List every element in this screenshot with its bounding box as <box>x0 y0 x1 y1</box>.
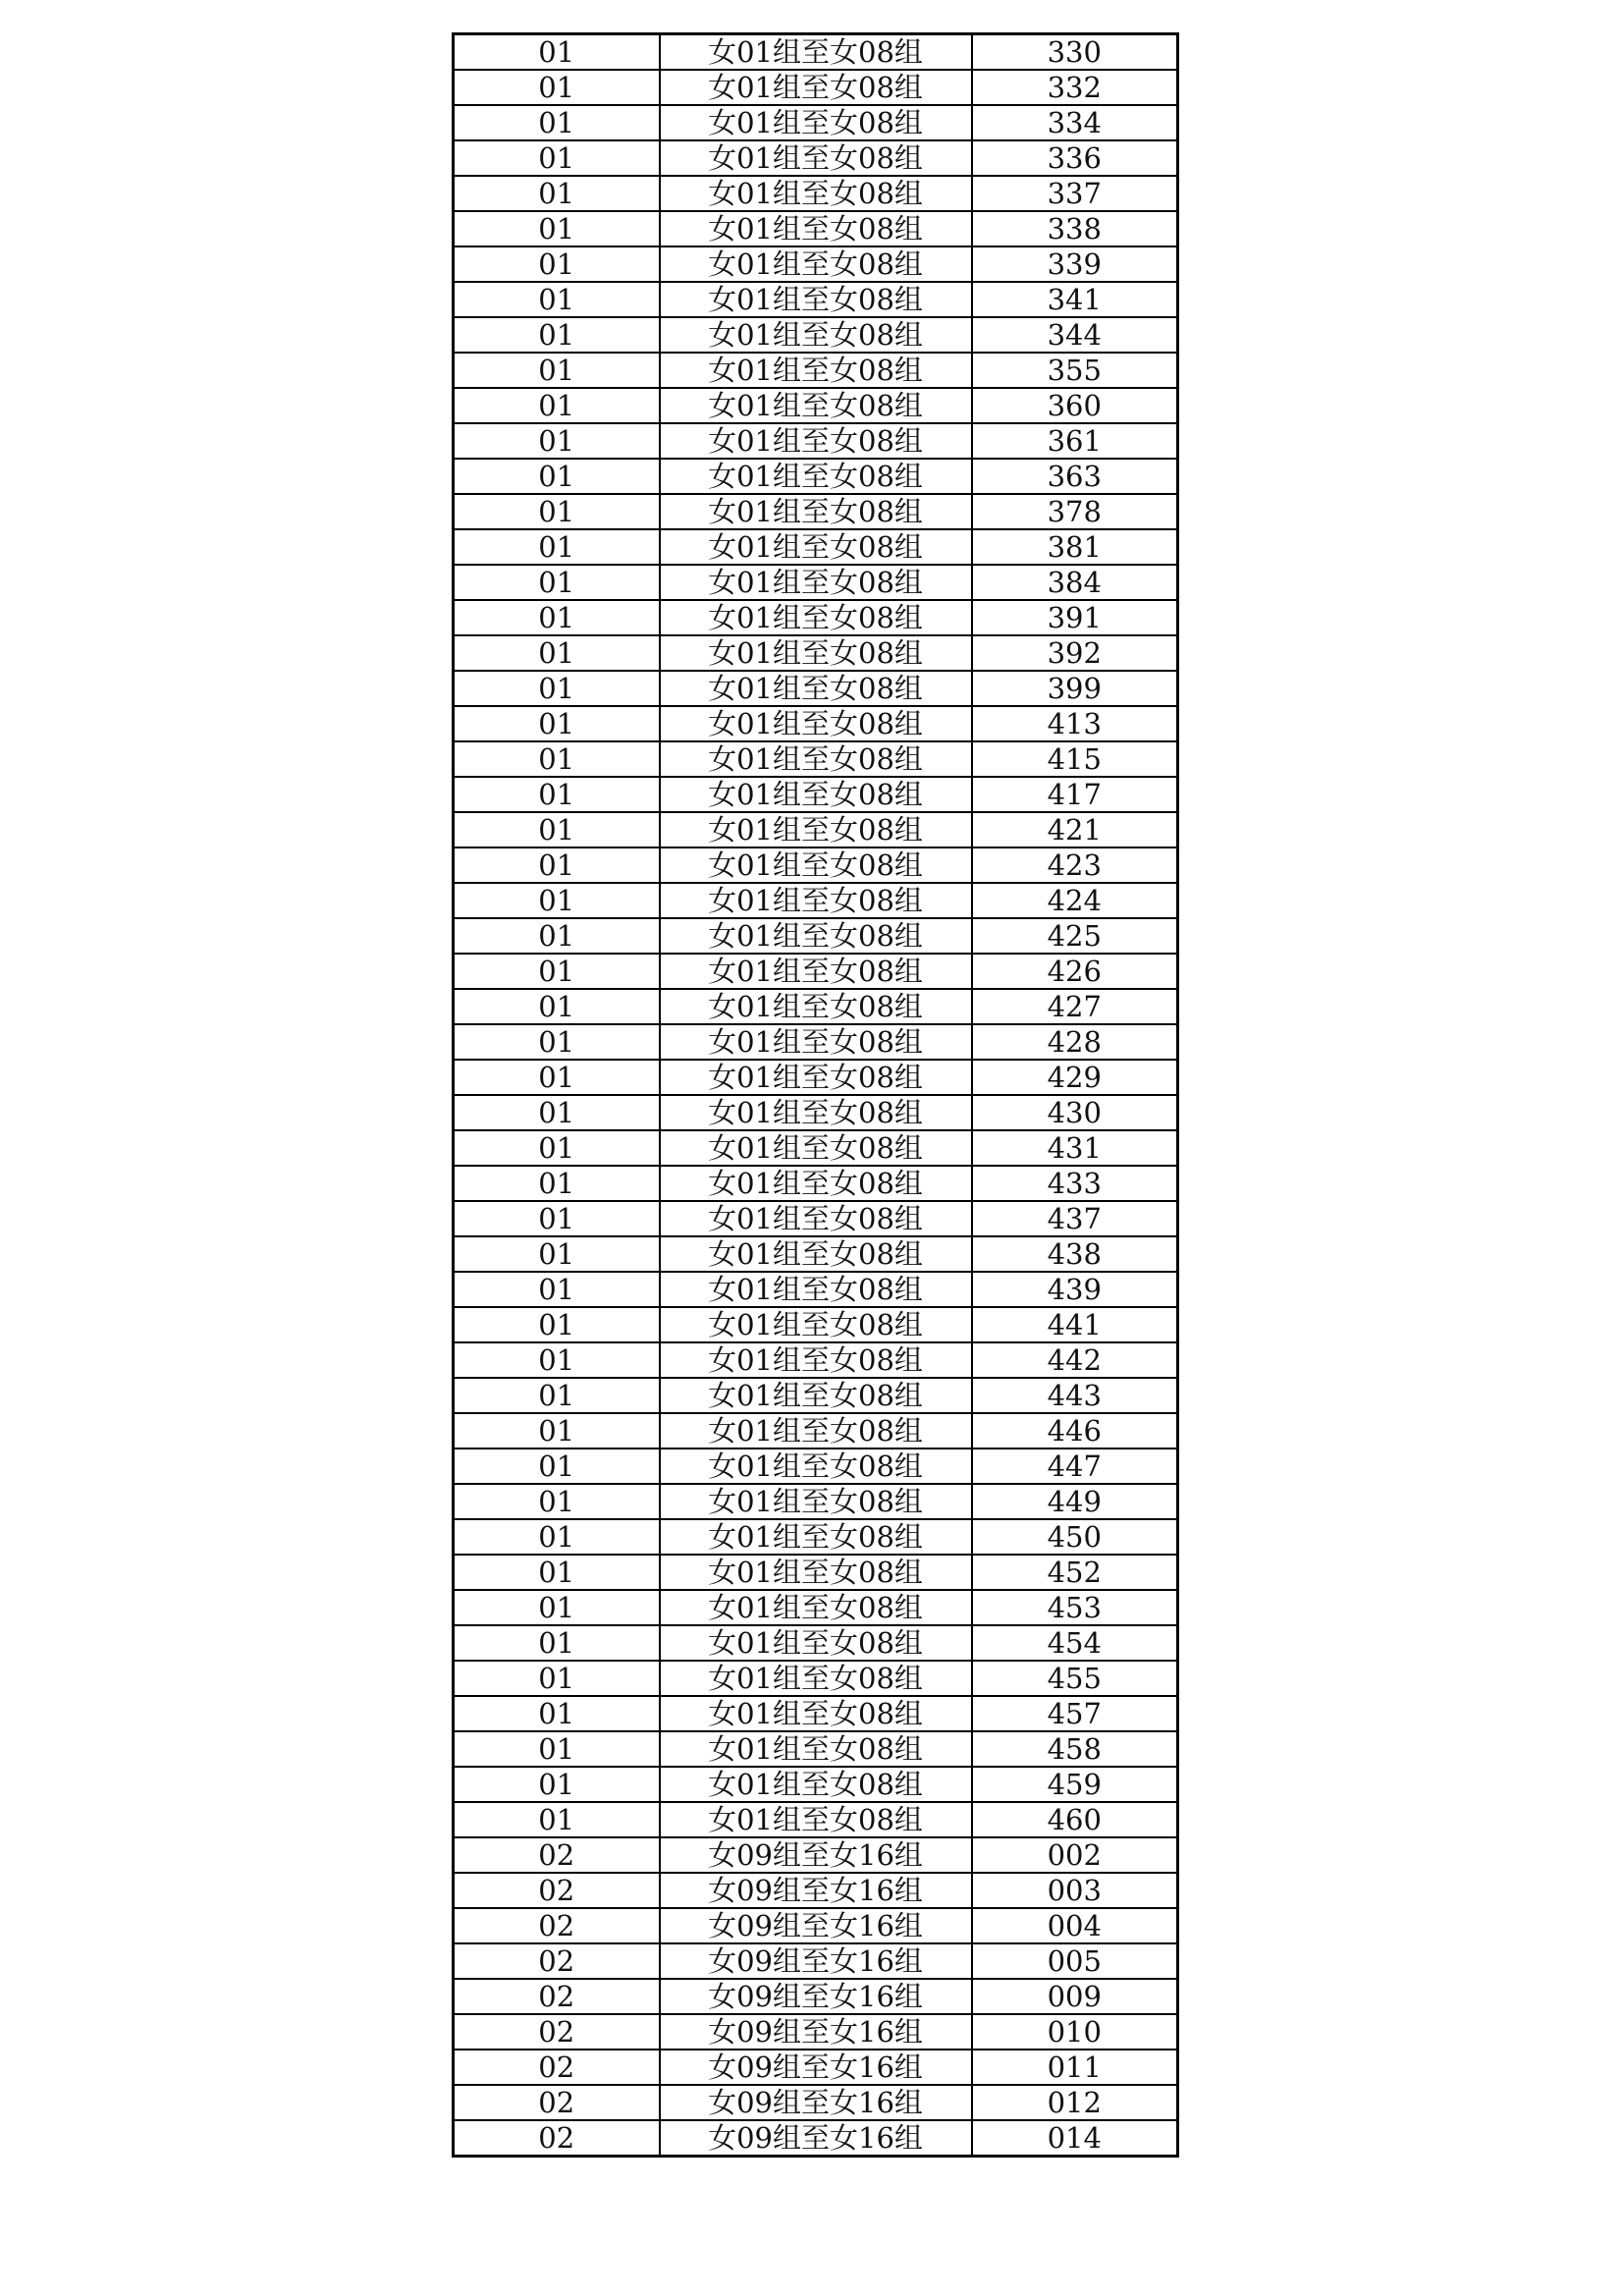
group-number-cell: 01 <box>454 423 660 459</box>
table-row <box>454 1484 1178 1519</box>
id-number-cell: 423 <box>972 847 1178 883</box>
group-range-cell: 女01组至女08组 <box>660 883 972 918</box>
group-range-cell: 女09组至女16组 <box>660 1873 972 1908</box>
group-range-cell: 女09组至女16组 <box>660 2085 972 2120</box>
group-number-cell: 01 <box>454 1696 660 1731</box>
group-number-cell: 01 <box>454 1060 660 1095</box>
group-range-cell: 女01组至女08组 <box>660 353 972 388</box>
table-row <box>454 1731 1178 1767</box>
group-range-cell: 女09组至女16组 <box>660 1979 972 2014</box>
table-row <box>454 459 1178 494</box>
group-number-cell: 01 <box>454 70 660 105</box>
group-number-cell: 01 <box>454 1166 660 1201</box>
table-row <box>454 140 1178 176</box>
group-range-cell: 女01组至女08组 <box>660 671 972 706</box>
id-number-cell: 424 <box>972 883 1178 918</box>
group-number-cell: 01 <box>454 1449 660 1484</box>
group-number-cell: 02 <box>454 1979 660 2014</box>
table-row <box>454 317 1178 353</box>
group-number-cell: 02 <box>454 2050 660 2085</box>
group-number-cell: 01 <box>454 954 660 989</box>
group-number-cell: 01 <box>454 1590 660 1625</box>
id-number-cell: 014 <box>972 2120 1178 2157</box>
group-range-cell: 女01组至女08组 <box>660 211 972 246</box>
group-range-cell: 女09组至女16组 <box>660 1908 972 1943</box>
table-row <box>454 1272 1178 1307</box>
group-range-cell: 女01组至女08组 <box>660 1095 972 1130</box>
table-row <box>454 1166 1178 1201</box>
id-number-cell: 344 <box>972 317 1178 353</box>
id-number-cell: 399 <box>972 671 1178 706</box>
id-number-cell: 009 <box>972 1979 1178 2014</box>
group-number-cell: 01 <box>454 1307 660 1342</box>
group-range-cell: 女01组至女08组 <box>660 1236 972 1272</box>
table-row <box>454 1767 1178 1802</box>
group-range-cell: 女01组至女08组 <box>660 565 972 600</box>
table-row <box>454 1661 1178 1696</box>
group-range-cell: 女01组至女08组 <box>660 1024 972 1060</box>
group-range-cell: 女01组至女08组 <box>660 918 972 954</box>
id-number-cell: 446 <box>972 1413 1178 1449</box>
id-number-cell: 002 <box>972 1837 1178 1873</box>
group-range-cell: 女01组至女08组 <box>660 1060 972 1095</box>
group-range-cell: 女01组至女08组 <box>660 1519 972 1555</box>
id-number-cell: 427 <box>972 989 1178 1024</box>
group-number-cell: 01 <box>454 1095 660 1130</box>
group-range-cell: 女01组至女08组 <box>660 1555 972 1590</box>
table-row <box>454 565 1178 600</box>
id-number-cell: 336 <box>972 140 1178 176</box>
table-row <box>454 70 1178 105</box>
table-row <box>454 918 1178 954</box>
group-range-cell: 女01组至女08组 <box>660 1449 972 1484</box>
group-number-cell: 01 <box>454 918 660 954</box>
group-range-cell: 女09组至女16组 <box>660 1837 972 1873</box>
group-range-cell: 女01组至女08组 <box>660 1767 972 1802</box>
table-row <box>454 883 1178 918</box>
group-range-cell: 女01组至女08组 <box>660 317 972 353</box>
group-range-cell: 女01组至女08组 <box>660 1696 972 1731</box>
id-number-cell: 011 <box>972 2050 1178 2085</box>
id-number-cell: 012 <box>972 2085 1178 2120</box>
group-number-cell: 01 <box>454 1802 660 1837</box>
group-range-cell: 女01组至女08组 <box>660 989 972 1024</box>
group-number-cell: 01 <box>454 812 660 847</box>
id-number-cell: 441 <box>972 1307 1178 1342</box>
table-row <box>454 1696 1178 1731</box>
group-range-cell: 女01组至女08组 <box>660 847 972 883</box>
table-row <box>454 1519 1178 1555</box>
id-number-cell: 355 <box>972 353 1178 388</box>
id-number-cell: 438 <box>972 1236 1178 1272</box>
table-row <box>454 1342 1178 1378</box>
group-number-cell: 01 <box>454 140 660 176</box>
table-row <box>454 176 1178 211</box>
group-number-cell: 01 <box>454 847 660 883</box>
group-number-cell: 02 <box>454 2085 660 2120</box>
group-range-cell: 女01组至女08组 <box>660 388 972 423</box>
id-number-cell: 381 <box>972 529 1178 565</box>
group-number-cell: 01 <box>454 1024 660 1060</box>
table-row <box>454 34 1178 71</box>
group-range-cell: 女01组至女08组 <box>660 459 972 494</box>
group-range-cell: 女01组至女08组 <box>660 1201 972 1236</box>
group-range-cell: 女01组至女08组 <box>660 1625 972 1661</box>
group-number-cell: 02 <box>454 1837 660 1873</box>
group-number-cell: 01 <box>454 1130 660 1166</box>
group-range-cell: 女01组至女08组 <box>660 282 972 317</box>
table-row <box>454 1413 1178 1449</box>
group-number-cell: 01 <box>454 246 660 282</box>
group-number-cell: 01 <box>454 565 660 600</box>
id-number-cell: 431 <box>972 1130 1178 1166</box>
data-table <box>452 32 1179 2158</box>
group-range-cell: 女01组至女08组 <box>660 34 972 71</box>
id-number-cell: 417 <box>972 777 1178 812</box>
id-number-cell: 430 <box>972 1095 1178 1130</box>
id-number-cell: 459 <box>972 1767 1178 1802</box>
table-row <box>454 2085 1178 2120</box>
id-number-cell: 413 <box>972 706 1178 741</box>
id-number-cell: 338 <box>972 211 1178 246</box>
table-row <box>454 388 1178 423</box>
id-number-cell: 457 <box>972 1696 1178 1731</box>
id-number-cell: 363 <box>972 459 1178 494</box>
group-range-cell: 女01组至女08组 <box>660 1661 972 1696</box>
table-row <box>454 494 1178 529</box>
group-range-cell: 女01组至女08组 <box>660 1802 972 1837</box>
group-range-cell: 女01组至女08组 <box>660 1272 972 1307</box>
group-number-cell: 01 <box>454 777 660 812</box>
group-range-cell: 女09组至女16组 <box>660 2014 972 2050</box>
group-number-cell: 01 <box>454 1272 660 1307</box>
id-number-cell: 429 <box>972 1060 1178 1095</box>
table-row <box>454 1449 1178 1484</box>
id-number-cell: 439 <box>972 1272 1178 1307</box>
id-number-cell: 447 <box>972 1449 1178 1484</box>
group-number-cell: 01 <box>454 1661 660 1696</box>
id-number-cell: 454 <box>972 1625 1178 1661</box>
group-range-cell: 女09组至女16组 <box>660 1943 972 1979</box>
table-row <box>454 2014 1178 2050</box>
group-range-cell: 女01组至女08组 <box>660 1590 972 1625</box>
group-number-cell: 02 <box>454 1943 660 1979</box>
table-row <box>454 741 1178 777</box>
group-range-cell: 女01组至女08组 <box>660 954 972 989</box>
table-row <box>454 777 1178 812</box>
table-row <box>454 2120 1178 2157</box>
table-row <box>454 954 1178 989</box>
group-number-cell: 01 <box>454 105 660 140</box>
id-number-cell: 330 <box>972 34 1178 71</box>
table-row <box>454 1236 1178 1272</box>
id-number-cell: 460 <box>972 1802 1178 1837</box>
id-number-cell: 392 <box>972 635 1178 671</box>
group-number-cell: 01 <box>454 1378 660 1413</box>
id-number-cell: 337 <box>972 176 1178 211</box>
group-number-cell: 01 <box>454 1342 660 1378</box>
id-number-cell: 334 <box>972 105 1178 140</box>
group-range-cell: 女01组至女08组 <box>660 176 972 211</box>
group-range-cell: 女01组至女08组 <box>660 1307 972 1342</box>
group-range-cell: 女01组至女08组 <box>660 423 972 459</box>
group-range-cell: 女01组至女08组 <box>660 1378 972 1413</box>
table-row <box>454 246 1178 282</box>
table-row <box>454 211 1178 246</box>
group-number-cell: 01 <box>454 282 660 317</box>
id-number-cell: 449 <box>972 1484 1178 1519</box>
table-row <box>454 1060 1178 1095</box>
table-body <box>454 34 1178 2157</box>
group-range-cell: 女01组至女08组 <box>660 105 972 140</box>
group-number-cell: 01 <box>454 1236 660 1272</box>
group-number-cell: 02 <box>454 2014 660 2050</box>
table-row <box>454 847 1178 883</box>
table-row <box>454 105 1178 140</box>
group-number-cell: 02 <box>454 2120 660 2157</box>
id-number-cell: 003 <box>972 1873 1178 1908</box>
table-row <box>454 1873 1178 1908</box>
id-number-cell: 339 <box>972 246 1178 282</box>
group-number-cell: 01 <box>454 459 660 494</box>
table-row <box>454 812 1178 847</box>
id-number-cell: 453 <box>972 1590 1178 1625</box>
group-range-cell: 女01组至女08组 <box>660 1413 972 1449</box>
table-row <box>454 1625 1178 1661</box>
table-row <box>454 1802 1178 1837</box>
group-number-cell: 01 <box>454 671 660 706</box>
group-range-cell: 女01组至女08组 <box>660 70 972 105</box>
group-number-cell: 02 <box>454 1908 660 1943</box>
table-row <box>454 1024 1178 1060</box>
group-range-cell: 女01组至女08组 <box>660 635 972 671</box>
id-number-cell: 341 <box>972 282 1178 317</box>
group-range-cell: 女01组至女08组 <box>660 1731 972 1767</box>
group-number-cell: 01 <box>454 600 660 635</box>
group-range-cell: 女01组至女08组 <box>660 706 972 741</box>
group-number-cell: 01 <box>454 989 660 1024</box>
group-range-cell: 女01组至女08组 <box>660 529 972 565</box>
table-row <box>454 1555 1178 1590</box>
group-range-cell: 女01组至女08组 <box>660 741 972 777</box>
table-row <box>454 600 1178 635</box>
id-number-cell: 360 <box>972 388 1178 423</box>
group-range-cell: 女01组至女08组 <box>660 246 972 282</box>
table-row <box>454 282 1178 317</box>
table-row <box>454 635 1178 671</box>
group-range-cell: 女01组至女08组 <box>660 600 972 635</box>
id-number-cell: 421 <box>972 812 1178 847</box>
id-number-cell: 004 <box>972 1908 1178 1943</box>
table-row <box>454 2050 1178 2085</box>
group-number-cell: 01 <box>454 1625 660 1661</box>
group-range-cell: 女01组至女08组 <box>660 777 972 812</box>
table-row <box>454 1307 1178 1342</box>
id-number-cell: 384 <box>972 565 1178 600</box>
group-range-cell: 女01组至女08组 <box>660 812 972 847</box>
group-range-cell: 女01组至女08组 <box>660 1484 972 1519</box>
id-number-cell: 332 <box>972 70 1178 105</box>
table-row <box>454 1378 1178 1413</box>
group-number-cell: 01 <box>454 635 660 671</box>
group-number-cell: 01 <box>454 1731 660 1767</box>
group-number-cell: 01 <box>454 176 660 211</box>
table-row <box>454 1590 1178 1625</box>
table-row <box>454 353 1178 388</box>
id-number-cell: 428 <box>972 1024 1178 1060</box>
group-number-cell: 02 <box>454 1873 660 1908</box>
group-number-cell: 01 <box>454 211 660 246</box>
id-number-cell: 437 <box>972 1201 1178 1236</box>
table-row <box>454 529 1178 565</box>
group-number-cell: 01 <box>454 529 660 565</box>
group-number-cell: 01 <box>454 353 660 388</box>
table-row <box>454 671 1178 706</box>
id-number-cell: 425 <box>972 918 1178 954</box>
group-range-cell: 女01组至女08组 <box>660 494 972 529</box>
id-number-cell: 361 <box>972 423 1178 459</box>
group-range-cell: 女01组至女08组 <box>660 140 972 176</box>
group-number-cell: 01 <box>454 1767 660 1802</box>
id-number-cell: 452 <box>972 1555 1178 1590</box>
group-number-cell: 01 <box>454 1484 660 1519</box>
group-number-cell: 01 <box>454 1555 660 1590</box>
group-range-cell: 女01组至女08组 <box>660 1166 972 1201</box>
group-number-cell: 01 <box>454 1201 660 1236</box>
table-row <box>454 1908 1178 1943</box>
id-number-cell: 378 <box>972 494 1178 529</box>
table-row <box>454 1979 1178 2014</box>
id-number-cell: 426 <box>972 954 1178 989</box>
table-row <box>454 423 1178 459</box>
id-number-cell: 010 <box>972 2014 1178 2050</box>
group-number-cell: 01 <box>454 706 660 741</box>
id-number-cell: 415 <box>972 741 1178 777</box>
group-range-cell: 女09组至女16组 <box>660 2120 972 2157</box>
group-range-cell: 女09组至女16组 <box>660 2050 972 2085</box>
table-row <box>454 1130 1178 1166</box>
group-number-cell: 01 <box>454 494 660 529</box>
table-row <box>454 1201 1178 1236</box>
id-number-cell: 433 <box>972 1166 1178 1201</box>
id-number-cell: 443 <box>972 1378 1178 1413</box>
group-number-cell: 01 <box>454 388 660 423</box>
id-number-cell: 442 <box>972 1342 1178 1378</box>
group-number-cell: 01 <box>454 1519 660 1555</box>
table-row <box>454 1837 1178 1873</box>
group-number-cell: 01 <box>454 1413 660 1449</box>
group-range-cell: 女01组至女08组 <box>660 1130 972 1166</box>
table-row <box>454 989 1178 1024</box>
id-number-cell: 458 <box>972 1731 1178 1767</box>
group-range-cell: 女01组至女08组 <box>660 1342 972 1378</box>
id-number-cell: 450 <box>972 1519 1178 1555</box>
group-number-cell: 01 <box>454 317 660 353</box>
table-row <box>454 1095 1178 1130</box>
table-row <box>454 706 1178 741</box>
id-number-cell: 391 <box>972 600 1178 635</box>
table-row <box>454 1943 1178 1979</box>
group-number-cell: 01 <box>454 883 660 918</box>
id-number-cell: 455 <box>972 1661 1178 1696</box>
group-number-cell: 01 <box>454 741 660 777</box>
group-number-cell: 01 <box>454 34 660 71</box>
id-number-cell: 005 <box>972 1943 1178 1979</box>
